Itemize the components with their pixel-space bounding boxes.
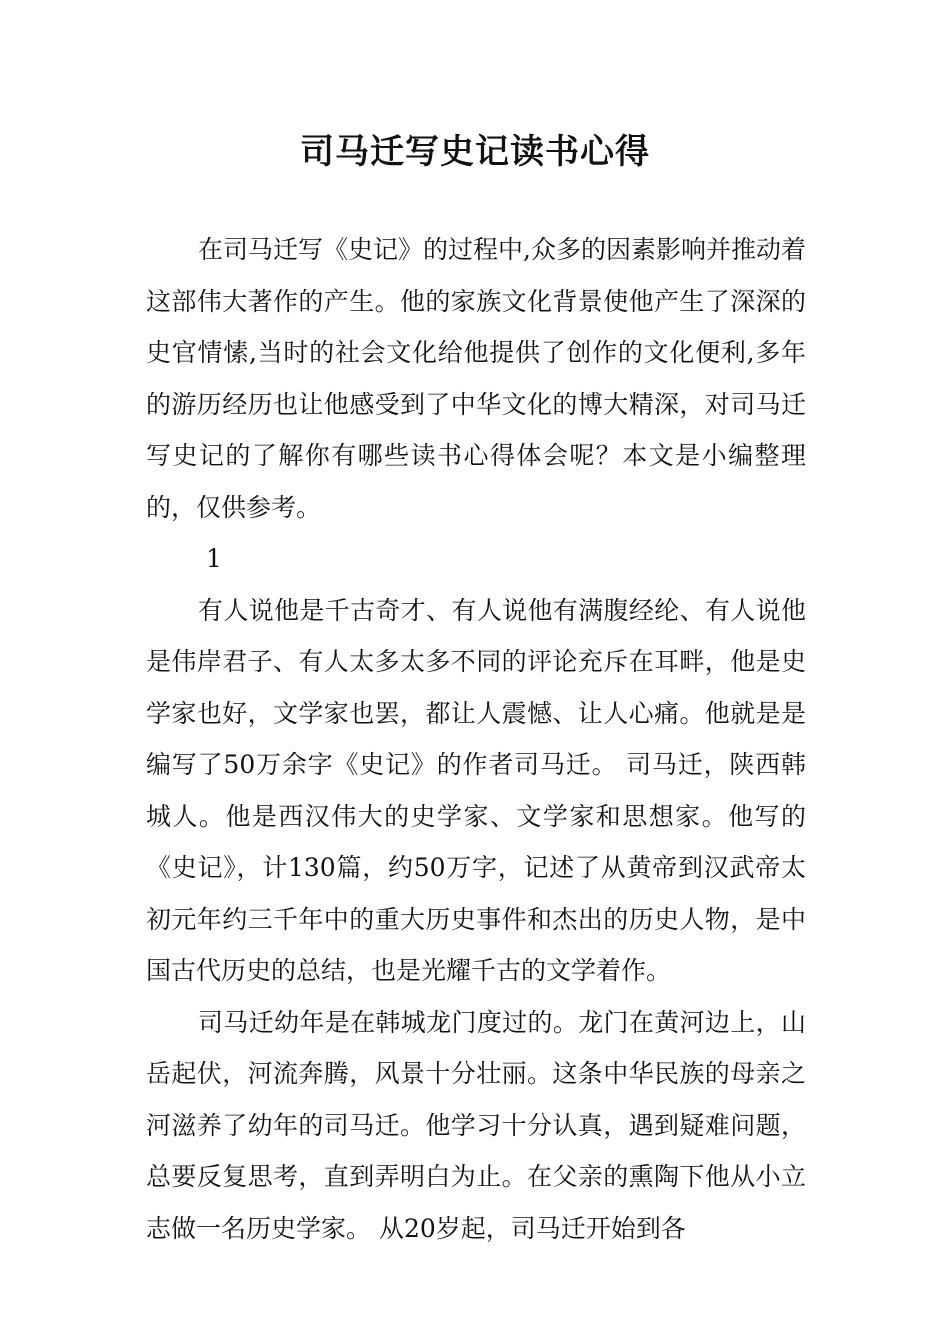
- body-paragraph-2: 司马迁幼年是在韩城龙门度过的。龙门在黄河边上，山岳起伏，河流奔腾，风景十分壮丽。这条中华民族的母亲之河滋养了幼年的司马迁。他学习十分认真，遇到疑难问题，总要反复思考，直到弄明白为止。在父亲的熏陶下他从小立志做一名历史学家。 从20岁起，司马迁开始到各: [146, 1007, 806, 1243]
- body-paragraph-1: 有人说他是千古奇才、有人说他有满腹经纶、有人说他是伟岸君子、有人太多太多不同的评论充斥在耳畔，他是史学家也好，文学家也罢，都让人震憾、让人心痛。他就是是编写了50万余字《史记》的作者司马迁。 司马迁，陕西韩城人。他是西汉伟大的史学家、文学家和思想家。他写的《史记》，计130篇，约50万字，记述了从黄帝到汉武帝太初元年约三千年中的重大历史事件和杰出的历史人物，是中国古代历史的总结，也是光耀千古的文学着作。: [146, 595, 806, 985]
- section-marker: 1: [206, 544, 222, 573]
- intro-paragraph: 在司马迁写《史记》的过程中,众多的因素影响并推动着这部伟大著作的产生。他的家族文化背景使他产生了深深的史官情愫,当时的社会文化给他提供了创作的文化便利,多年的游历经历也让他感受到了中华文化的博大精深，对司马迁写史记的了解你有哪些读书心得体会呢？本文是小编整理的，仅供参考。: [146, 235, 806, 522]
- document-title: 司马迁写史记读书心得: [300, 132, 650, 172]
- document-body: [146, 224, 806, 1254]
